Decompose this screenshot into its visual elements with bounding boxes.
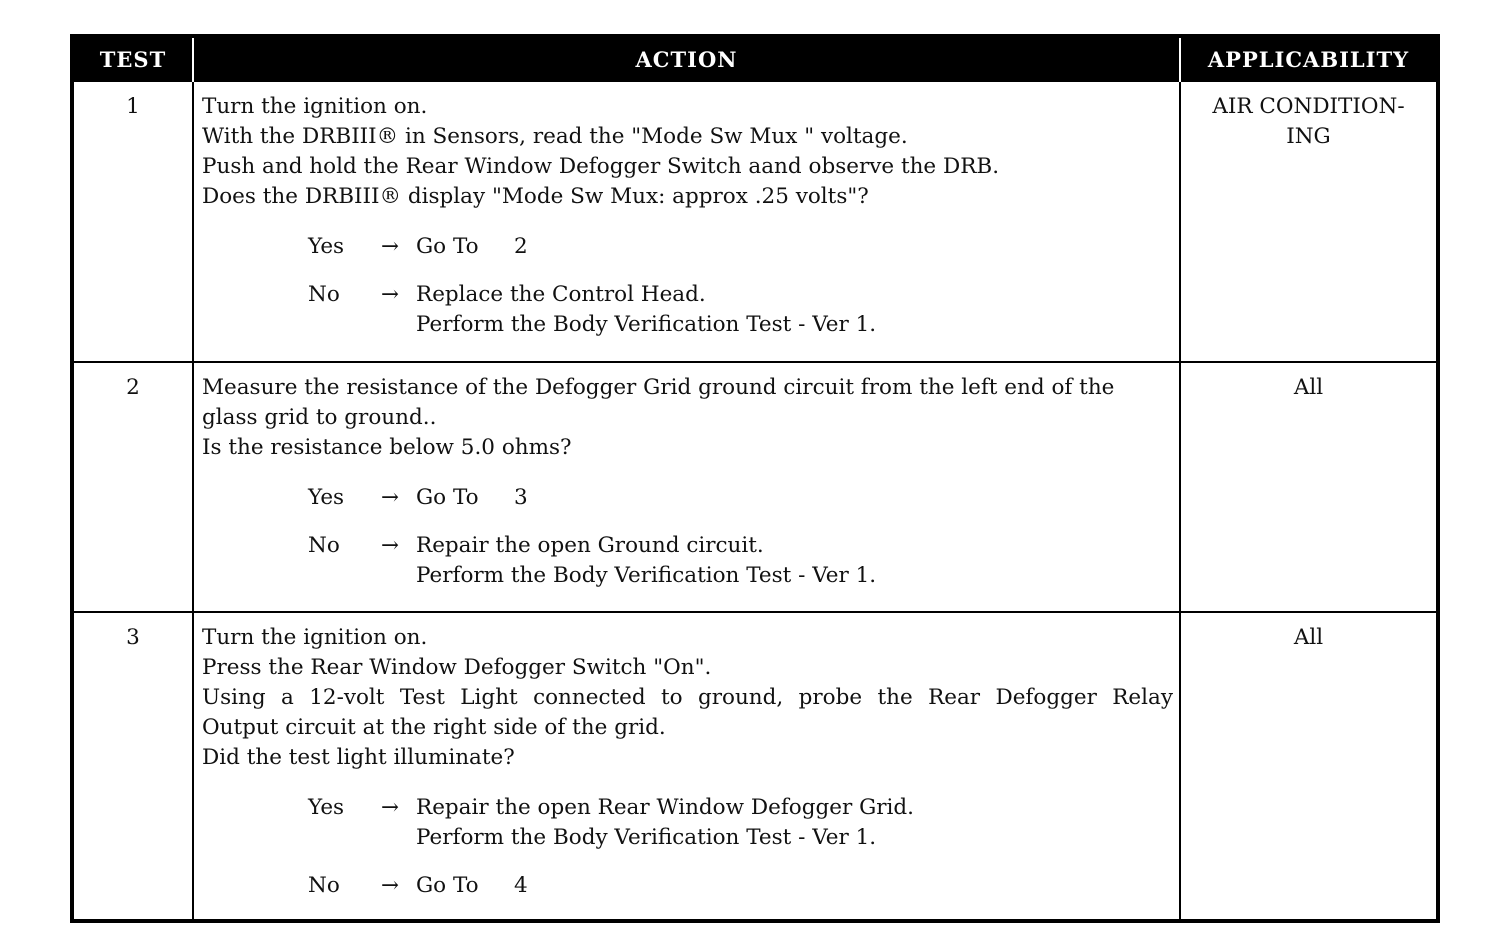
yes-answer (202, 483, 1173, 513)
diagnostic-test-table-container (70, 34, 1436, 923)
action-line: Turn the ignition on. (202, 625, 428, 650)
action-cell (193, 81, 1180, 362)
applicability-line: All (1293, 375, 1324, 400)
action-cell (193, 612, 1180, 921)
no-answer (202, 280, 1173, 340)
result-line: Repair the open Ground circuit. (416, 533, 764, 558)
action-cell (193, 362, 1180, 612)
goto-number: 4 (514, 873, 528, 898)
applicability-cell (1180, 81, 1438, 362)
table-row (72, 81, 1438, 362)
action-line: With the DRBIII® in Sensors, read the "Mode Sw Mux " voltage. (202, 124, 908, 149)
no-label: No (308, 533, 340, 558)
arrow-icon: → (380, 795, 399, 820)
goto-label: Go To (416, 234, 479, 259)
result-line: Replace the Control Head. (416, 282, 706, 307)
action-line: Does the DRBIII® display "Mode Sw Mux: approx .25 volts"? (202, 184, 869, 209)
result-line: Perform the Body Verification Test - Ver 1. (416, 825, 877, 850)
applicability-line: AIR CONDITION- (1212, 94, 1405, 119)
result-line: Perform the Body Verification Test - Ver 1. (416, 563, 877, 588)
action-line: Push and hold the Rear Window Defogger Switch aand observe the DRB. (202, 154, 1000, 179)
result-line: Repair the open Rear Window Defogger Grid. (416, 795, 915, 820)
test-number: 2 (72, 362, 193, 612)
no-answer (202, 531, 1173, 591)
diagnostic-test-table (70, 34, 1440, 923)
test-number: 3 (72, 612, 193, 921)
arrow-icon: → (380, 533, 399, 558)
action-line: Turn the ignition on. (202, 94, 428, 119)
header-test: TEST (72, 36, 193, 81)
result-line: Perform the Body Verification Test - Ver 1. (416, 312, 877, 337)
header-action: ACTION (193, 36, 1180, 81)
arrow-icon: → (380, 873, 399, 898)
goto-label: Go To (416, 485, 479, 510)
header-applicability: APPLICABILITY (1180, 36, 1438, 81)
applicability-cell (1180, 362, 1438, 612)
table-header-row (72, 36, 1438, 81)
action-line: Using a 12-volt Test Light connected to ground, probe the Rear Defogger Relay (202, 685, 1173, 710)
no-answer (202, 871, 1173, 901)
action-line: Measure the resistance of the Defogger Grid ground circuit from the left end of the (202, 375, 1115, 400)
action-line: Press the Rear Window Defogger Switch "On". (202, 655, 712, 680)
arrow-icon: → (380, 234, 399, 259)
test-number: 1 (72, 81, 193, 362)
no-label: No (308, 282, 340, 307)
goto-label: Go To (416, 873, 479, 898)
no-label: No (308, 873, 340, 898)
yes-label: Yes (308, 485, 345, 510)
yes-label: Yes (308, 234, 345, 259)
action-line: Is the resistance below 5.0 ohms? (202, 435, 572, 460)
table-row (72, 612, 1438, 921)
applicability-line: ING (1286, 124, 1331, 149)
action-line: glass grid to ground.. (202, 405, 437, 430)
action-line: Did the test light illuminate? (202, 745, 515, 770)
table-row (72, 362, 1438, 612)
action-line: Output circuit at the right side of the grid. (202, 715, 666, 740)
yes-answer (202, 793, 1173, 853)
goto-number: 3 (514, 485, 528, 510)
yes-label: Yes (308, 795, 345, 820)
applicability-line: All (1293, 625, 1324, 650)
goto-number: 2 (514, 234, 528, 259)
applicability-cell (1180, 612, 1438, 921)
arrow-icon: → (380, 282, 399, 307)
arrow-icon: → (380, 485, 399, 510)
yes-answer (202, 232, 1173, 262)
